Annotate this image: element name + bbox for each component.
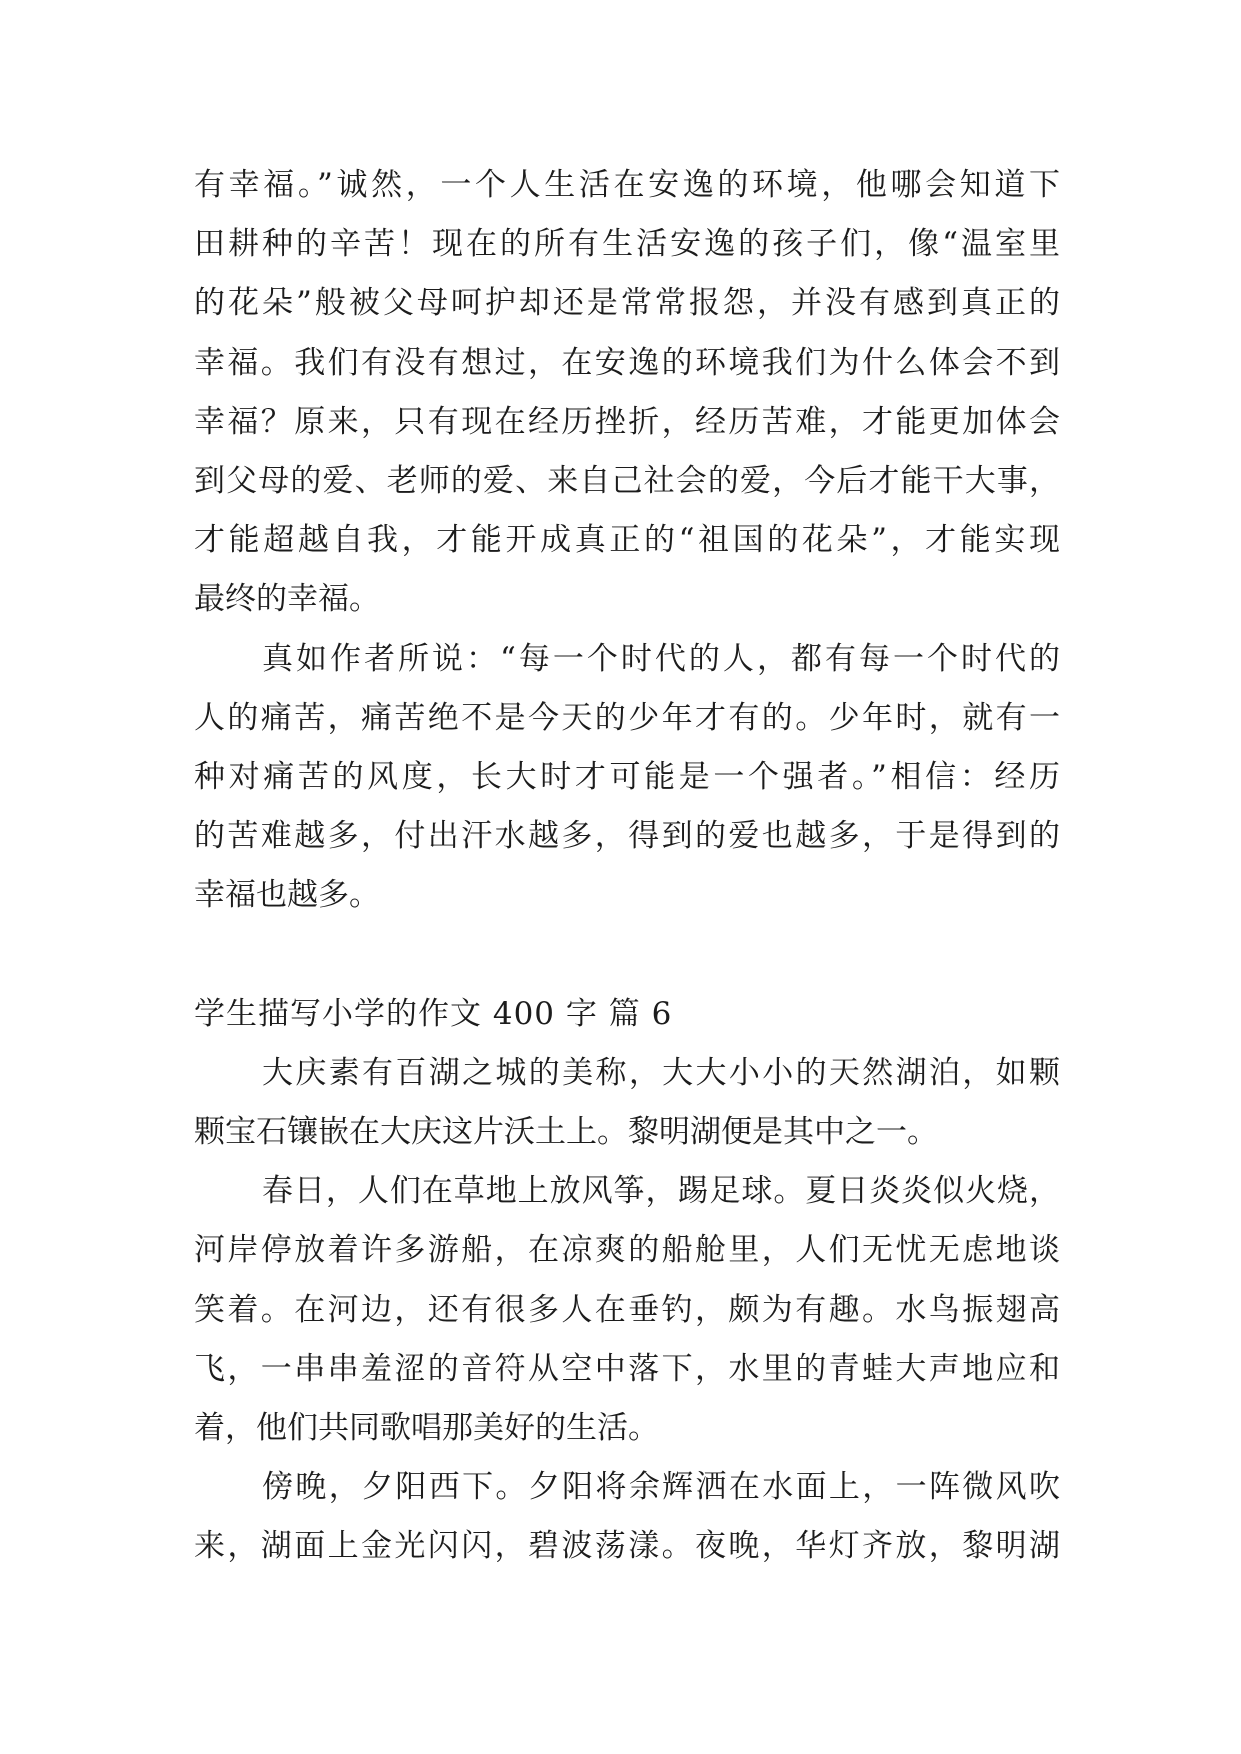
text-line: 的花朵”般被父母呵护却还是常常报怨，并没有感到真正的 xyxy=(194,285,1060,322)
paragraph xyxy=(194,1458,1060,1576)
text-line: 种对痛苦的风度，长大时才可能是一个强者。”相信：经历 xyxy=(194,758,1060,795)
text-line: 着，他们共同歌唱那美好的生活。 xyxy=(194,1409,659,1446)
text-line: 才能超越自我，才能开成真正的“祖国的花朵”，才能实现 xyxy=(194,522,1060,559)
blank-line xyxy=(194,925,1060,984)
text-line: 幸福也越多。 xyxy=(194,877,380,914)
text-line: 河岸停放着许多游船，在凉爽的船舱里，人们无忧无虑地谈 xyxy=(194,1232,1060,1269)
text-line: 笑着。在河边，还有很多人在垂钓，颇为有趣。水鸟振翅高 xyxy=(194,1291,1060,1328)
text-line: 的苦难越多，付出汗水越多，得到的爱也越多，于是得到的 xyxy=(194,818,1060,855)
text-line: 真如作者所说：“每一个时代的人，都有每一个时代的 xyxy=(262,640,1060,677)
paragraph xyxy=(194,1044,1060,1162)
paragraph xyxy=(194,1162,1060,1458)
text-line: 最终的幸福。 xyxy=(194,581,380,618)
text-line: 幸福。我们有没有想过，在安逸的环境我们为什么体会不到 xyxy=(194,344,1060,381)
text-line: 春日，人们在草地上放风筝，踢足球。夏日炎炎似火烧， xyxy=(262,1173,1060,1210)
text-line: 大庆素有百湖之城的美称，大大小小的天然湖泊，如颗 xyxy=(262,1054,1060,1091)
text-line: 幸福？原来，只有现在经历挫折，经历苦难，才能更加体会 xyxy=(194,403,1060,440)
paragraph xyxy=(194,630,1060,926)
paragraph xyxy=(194,156,1060,630)
text-line: 飞，一串串羞涩的音符从空中落下，水里的青蛙大声地应和 xyxy=(194,1350,1060,1387)
text-line: 来，湖面上金光闪闪，碧波荡漾。夜晚，华灯齐放，黎明湖 xyxy=(194,1528,1060,1565)
text-line: 有幸福。”诚然，一个人生活在安逸的环境，他哪会知道下 xyxy=(194,167,1060,203)
text-line: 傍晚，夕阳西下。夕阳将余辉洒在水面上，一阵微风吹 xyxy=(262,1469,1060,1506)
text-line: 田耕种的辛苦！现在的所有生活安逸的孩子们，像“温室里 xyxy=(194,226,1060,263)
section-heading: 学生描写小学的作文 400 字 篇 6 xyxy=(194,995,673,1032)
document-body xyxy=(194,156,1060,1577)
text-line: 人的痛苦，痛苦绝不是今天的少年才有的。少年时，就有一 xyxy=(194,699,1060,736)
text-line: 到父母的爱、老师的爱、来自己社会的爱，今后才能干大事， xyxy=(194,462,1060,499)
text-line: 颗宝石镶嵌在大庆这片沃土上。黎明湖便是其中之一。 xyxy=(194,1114,938,1150)
